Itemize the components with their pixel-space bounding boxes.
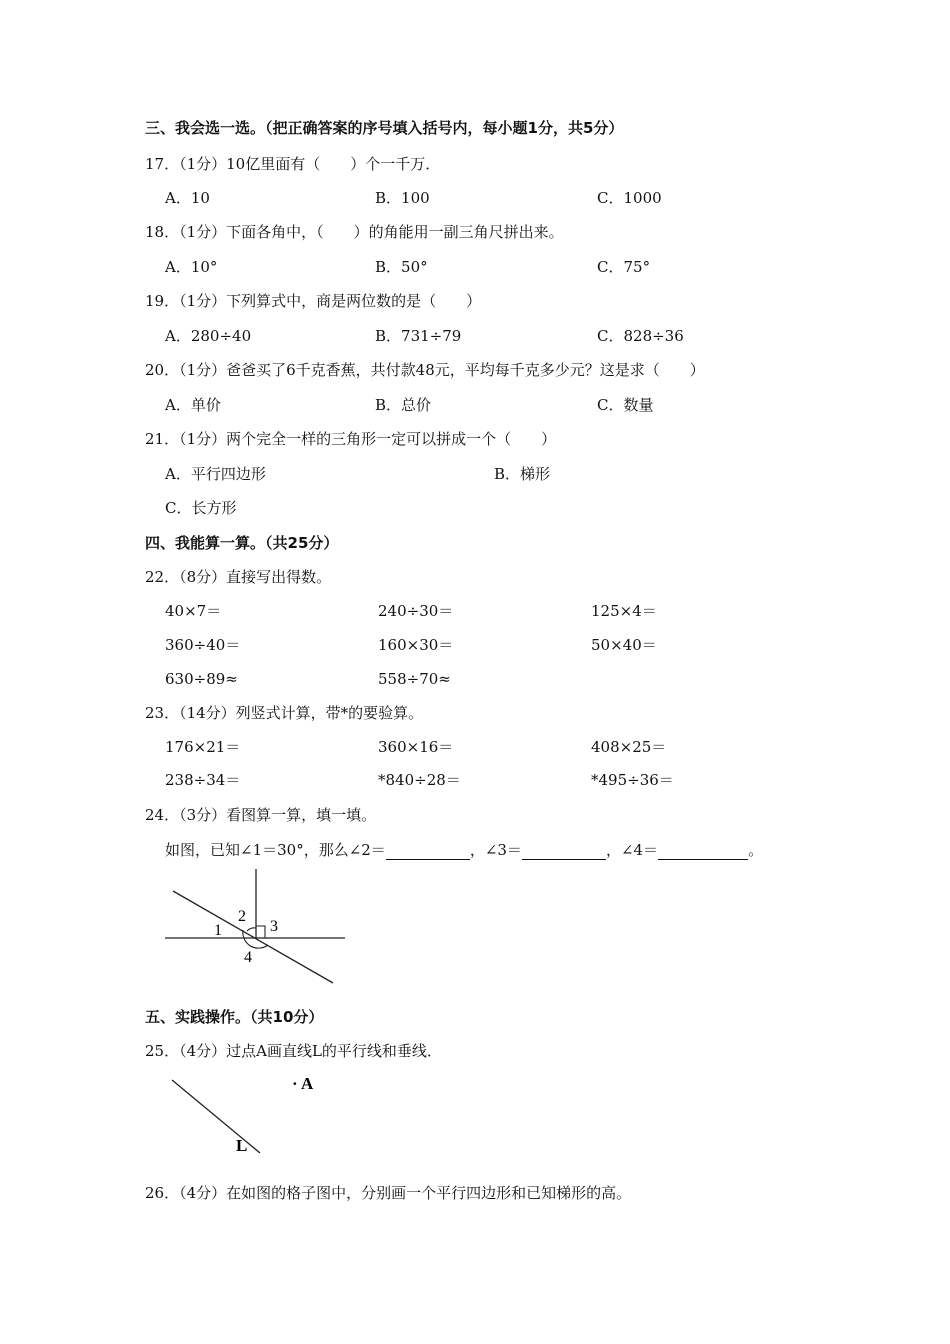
angle-arc-top <box>247 928 256 931</box>
q19-option-b: B．731÷79 <box>375 327 462 345</box>
q21-option-c: C．长方形 <box>165 499 237 517</box>
angle-label-1: 1 <box>214 922 222 939</box>
q22-item: 360÷40＝ <box>165 636 241 654</box>
q24-problem <box>165 840 763 860</box>
q22-item: 240÷30＝ <box>378 602 454 620</box>
q23-item: 238÷34＝ <box>165 771 241 789</box>
q21-option-a: A．平行四边形 <box>165 465 266 483</box>
q24-text-2: ，∠3＝ <box>469 841 522 859</box>
section3-title: 三、我会选一选。（把正确答案的序号填入括号内，每小题1分，共5分） <box>145 119 624 137</box>
angle2-answer-blank[interactable] <box>386 843 470 860</box>
q23-item: *495÷36＝ <box>591 771 674 789</box>
q23-item: 360×16＝ <box>378 738 454 756</box>
q19-option-a: A．280÷40 <box>165 327 252 345</box>
q18-option-b: B．50° <box>375 258 428 276</box>
q24-text-4: 。 <box>748 841 764 859</box>
point-a-label: · A <box>292 1074 314 1093</box>
q25-stem: 25．（4分）过点A画直线L的平行线和垂线． <box>145 1042 442 1060</box>
q17-stem: 17．（1分）10亿里面有（ ）个一千万． <box>145 155 441 173</box>
slanted-line <box>173 891 333 983</box>
angle3-answer-blank[interactable] <box>522 843 606 860</box>
q21-stem: 21．（1分）两个完全一样的三角形一定可以拼成一个（ ） <box>145 430 557 448</box>
q23-stem: 23．（14分）列竖式计算，带*的要验算。 <box>145 704 424 722</box>
angle-label-2: 2 <box>238 908 246 925</box>
q22-item: 125×4＝ <box>591 602 657 620</box>
q22-item: 160×30＝ <box>378 636 454 654</box>
q18-stem: 18．（1分）下面各角中，（ ）的角能用一副三角尺拼出来。 <box>145 223 564 241</box>
q26-stem: 26．（4分）在如图的格子图中，分别画一个平行四边形和已知梯形的高。 <box>145 1184 632 1202</box>
q23-item: 176×21＝ <box>165 738 241 756</box>
q18-option-c: C．75° <box>597 258 651 276</box>
q20-option-c: C．数量 <box>597 396 654 414</box>
section5-title: 五、实践操作。（共10分） <box>145 1008 324 1026</box>
q22-item: 630÷89≈ <box>165 670 238 688</box>
angle-figure <box>160 865 350 990</box>
angle4-answer-blank[interactable] <box>658 843 748 860</box>
q23-item: 408×25＝ <box>591 738 667 756</box>
q19-stem: 19．（1分）下列算式中，商是两位数的是（ ） <box>145 292 482 310</box>
q22-stem: 22．（8分）直接写出得数。 <box>145 568 332 586</box>
angle-label-4: 4 <box>244 949 252 966</box>
q21-option-b: B．梯形 <box>494 465 551 483</box>
q22-item: 50×40＝ <box>591 636 657 654</box>
q18-option-a: A．10° <box>165 258 218 276</box>
q22-item: 40×7＝ <box>165 602 222 620</box>
q20-stem: 20．（1分）爸爸买了6千克香蕉，共付款48元，平均每千克多少元？这是求（ ） <box>145 361 705 379</box>
q17-option-c: C．1000 <box>597 189 662 207</box>
section4-title: 四、我能算一算。（共25分） <box>145 534 339 552</box>
right-angle-mark <box>256 926 265 938</box>
q17-option-b: B．100 <box>375 189 430 207</box>
q24-text-1: 如图，已知∠1＝30°，那么∠2＝ <box>165 841 386 859</box>
q24-stem: 24．（3分）看图算一算，填一填。 <box>145 806 377 824</box>
q22-item: 558÷70≈ <box>378 670 451 688</box>
angle-label-3: 3 <box>270 918 278 935</box>
q23-item: *840÷28＝ <box>378 771 461 789</box>
line-l-figure <box>160 1065 360 1165</box>
q20-option-b: B．总价 <box>375 396 432 414</box>
q20-option-a: A．单价 <box>165 396 221 414</box>
q24-text-3: ，∠4＝ <box>605 841 659 859</box>
q19-option-c: C．828÷36 <box>597 327 684 345</box>
line-l-label: L <box>236 1136 248 1155</box>
q17-option-a: A．10 <box>165 189 210 207</box>
